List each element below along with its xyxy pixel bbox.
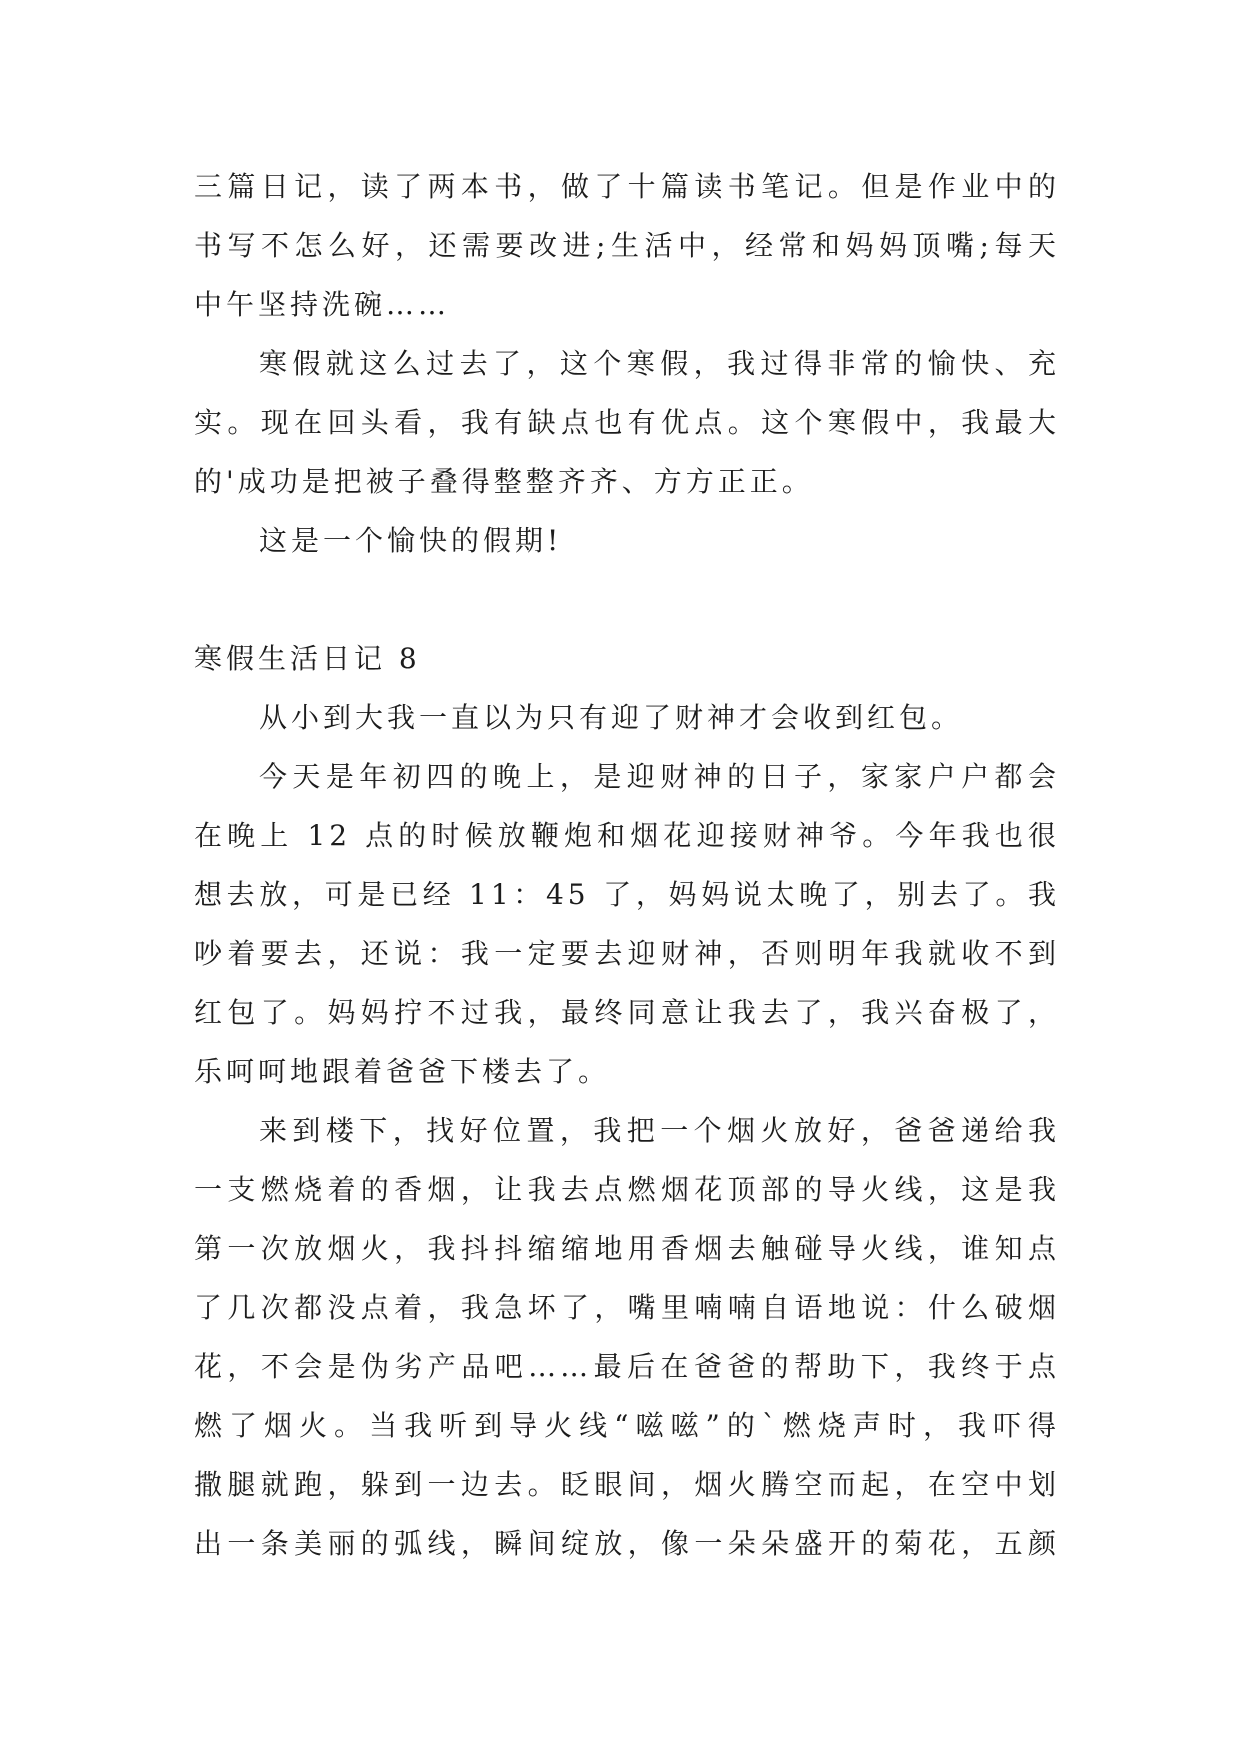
document-page (194, 157, 1060, 1573)
text-line: 花，不会是伪劣产品吧……最后在爸爸的帮助下，我终于点 (194, 1350, 1060, 1383)
text-line: 从小到大我一直以为只有迎了财神才会收到红包。 (259, 701, 964, 734)
text-line: 吵着要去，还说：我一定要去迎财神，否则明年我就收不到 (194, 937, 1060, 970)
text-line: 一支燃烧着的香烟，让我去点燃烟花顶部的导火线，这是我 (194, 1173, 1060, 1206)
text-line: 燃了烟火。当我听到导火线“嗞嗞”的`燃烧声时，我吓得 (194, 1409, 1060, 1442)
text-line: 来到楼下，找好位置，我把一个烟火放好，爸爸递给我 (259, 1114, 1060, 1147)
text-line: 红包了。妈妈拧不过我，最终同意让我去了，我兴奋极了， (194, 996, 1060, 1029)
text-line: 了几次都没点着，我急坏了，嘴里喃喃自语地说：什么破烟 (194, 1291, 1060, 1324)
text-line: 在晚上 12 点的时候放鞭炮和烟花迎接财神爷。今年我也很 (194, 819, 1060, 852)
text-line: 撒腿就跑，躲到一边去。眨眼间，烟火腾空而起，在空中划 (194, 1468, 1060, 1501)
text-line: 实。现在回头看，我有缺点也有优点。这个寒假中，我最大 (194, 406, 1060, 439)
text-line: 乐呵呵地跟着爸爸下楼去了。 (194, 1055, 611, 1088)
entry-title: 寒假生活日记 8 (194, 642, 421, 675)
text-line: 这是一个愉快的假期! (259, 524, 563, 557)
paragraph (194, 334, 1060, 511)
paragraph (194, 157, 1060, 334)
paragraph (194, 1101, 1060, 1573)
blank-line (194, 570, 1060, 629)
text-line: 三篇日记，读了两本书，做了十篇读书笔记。但是作业中的 (194, 170, 1060, 203)
text-line: 书写不怎么好，还需要改进;生活中，经常和妈妈顶嘴;每天 (194, 229, 1060, 262)
text-line: 想去放，可是已经 11：45 了，妈妈说太晚了，别去了。我 (194, 878, 1060, 911)
text-line: 寒假就这么过去了，这个寒假，我过得非常的愉快、充 (259, 347, 1060, 380)
text-line: 中午坚持洗碗…… (194, 288, 451, 321)
paragraph (194, 747, 1060, 1101)
text-line: 第一次放烟火，我抖抖缩缩地用香烟去触碰导火线，谁知点 (194, 1232, 1060, 1265)
paragraph (194, 688, 1060, 747)
paragraph (194, 511, 1060, 570)
text-line: 出一条美丽的弧线，瞬间绽放，像一朵朵盛开的菊花，五颜 (194, 1527, 1060, 1560)
text-line: 的'成功是把被子叠得整整齐齐、方方正正。 (194, 465, 814, 498)
text-line: 今天是年初四的晚上，是迎财神的日子，家家户户都会 (259, 760, 1060, 793)
